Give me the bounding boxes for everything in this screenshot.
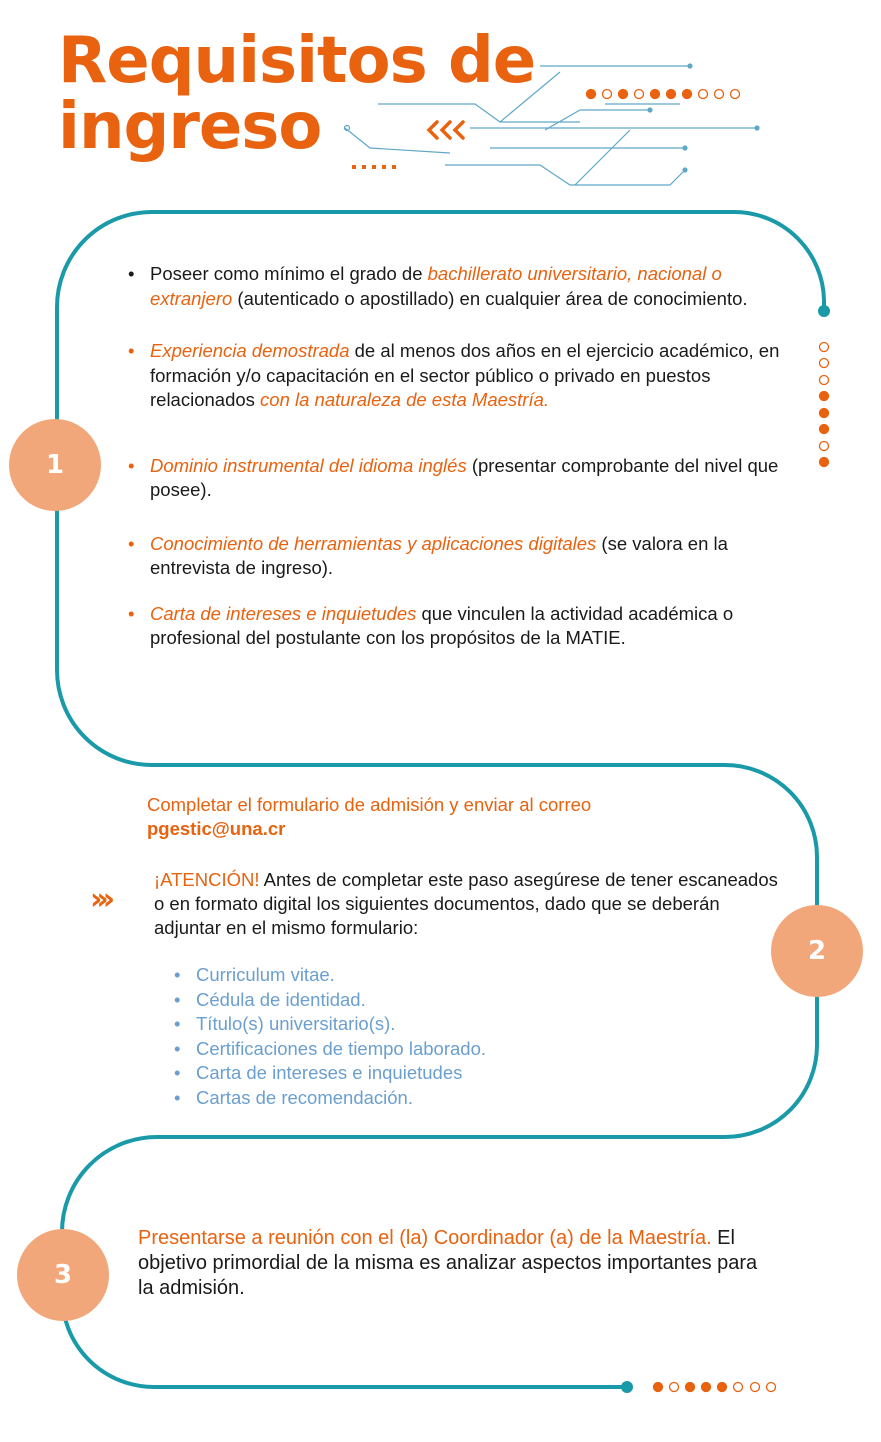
bullet-icon: •: [174, 1062, 181, 1083]
meeting-instructions: [138, 1226, 778, 1301]
title-dot-row: [587, 90, 740, 99]
bullet-icon: •: [174, 1013, 181, 1034]
requirement-text: que vinculen la actividad académica o profesional del postulante con los propósitos de la MATIE.: [150, 602, 734, 648]
requirement-item: [128, 602, 788, 651]
step-3-badge: 3: [17, 1229, 109, 1321]
requirement-item: [128, 454, 788, 503]
attention-chevrons-icon: ›››: [90, 882, 110, 917]
requirement-item: [128, 532, 788, 581]
document-text: Cartas de recomendación.: [196, 1086, 413, 1108]
meeting-highlight: Presentarse a reunión con el (la) Coordinador (a) de la Maestría.: [138, 1227, 712, 1249]
step-1-badge: 1: [9, 419, 101, 511]
bullet-icon: •: [174, 1037, 181, 1059]
requirement-highlight: con la naturaleza de esta Maestría.: [260, 389, 550, 410]
email-link[interactable]: pgestic@una.cr: [147, 818, 286, 839]
document-text: Cédula de identidad.: [196, 988, 366, 1010]
document-item: [174, 1086, 674, 1111]
document-item: [174, 1061, 674, 1086]
bottom-dot-row: [654, 1383, 776, 1392]
document-item: [174, 963, 674, 988]
title-line-1: Requisitos de: [58, 24, 536, 98]
bullet-icon: •: [128, 602, 135, 624]
step-2-badge: 2: [771, 905, 863, 997]
bullet-icon: •: [174, 1086, 181, 1108]
bullet-icon: •: [174, 964, 181, 985]
title-dots: [352, 165, 396, 169]
documents-list: [174, 963, 674, 1110]
requirement-highlight: Dominio instrumental del idioma inglés: [150, 454, 467, 476]
requirement-text: Poseer como mínimo el grado de: [150, 263, 428, 284]
requirement-highlight: Experiencia demostrada: [150, 340, 350, 361]
requirement-text: (presentar comprobante del nivel que posee).: [150, 454, 779, 500]
attention-note: [154, 868, 784, 940]
document-item: [174, 1037, 674, 1062]
bullet-icon: •: [128, 340, 135, 361]
title-line-2: ingreso: [58, 90, 322, 164]
requirement-item: [128, 339, 788, 413]
bullet-icon: •: [128, 454, 135, 476]
form-instructions: [147, 793, 787, 841]
requirement-text: de al menos dos años en el ejercicio académico, en formación y/o capacitación en el sector público o privado en puestos relacionados: [150, 340, 780, 410]
requirement-item: [128, 262, 788, 311]
meeting-text: El objetivo primordial de la misma es analizar aspectos importantes para la admisión.: [138, 1227, 758, 1299]
form-intro: Completar el formulario de admisión y enviar al correo: [147, 794, 592, 815]
requirement-highlight: Conocimiento de herramientas y aplicaciones digitales: [150, 532, 597, 554]
bullet-icon: •: [128, 532, 135, 554]
requirements-list: [128, 262, 788, 651]
bullet-icon: •: [174, 988, 181, 1010]
document-item: [174, 1012, 674, 1037]
document-text: Título(s) universitario(s).: [196, 1013, 396, 1034]
document-text: Curriculum vitae.: [196, 964, 335, 985]
side-dot-column: [820, 343, 829, 467]
bullet-icon: •: [128, 263, 135, 284]
attention-label: ¡ATENCIÓN!: [154, 869, 260, 890]
title-chevrons-icon: [429, 122, 463, 138]
document-item: [174, 988, 674, 1013]
requirement-highlight: Carta de intereses e inquietudes: [150, 602, 417, 624]
document-text: Certificaciones de tiempo laborado.: [196, 1037, 486, 1059]
requirement-text: (se valora en la entrevista de ingreso).: [150, 532, 728, 578]
circuit-lines: [345, 64, 760, 185]
requirement-text: (autenticado o apostillado) en cualquier área de conocimiento.: [232, 287, 748, 309]
document-text: Carta de intereses e inquietudes: [196, 1062, 463, 1083]
attention-text: Antes de completar este paso asegúrese de tener escaneados o en formato digital los siguientes documentos, dado que se deberán adjuntar en el mismo formulario:: [154, 869, 778, 938]
requirement-highlight: bachillerato universitario, nacional o extranjero: [150, 263, 722, 309]
